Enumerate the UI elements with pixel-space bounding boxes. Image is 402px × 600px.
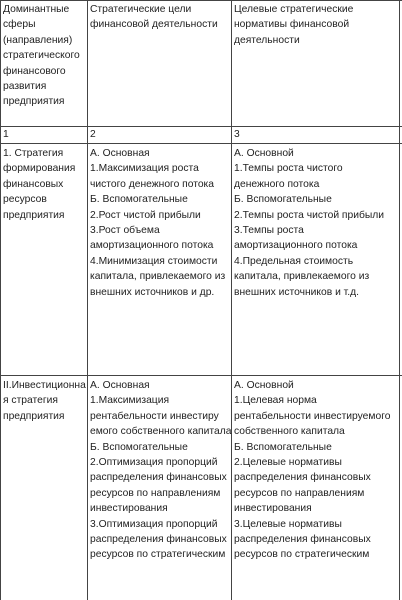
row1-col2 — [90, 146, 225, 300]
cell-text-line: финансового — [3, 65, 66, 77]
cell-text-line: инвестирования — [234, 503, 312, 515]
cell-text-line: внешних источников и т.д. — [234, 286, 359, 298]
cell-text-line: ресурсов по стратегическим — [90, 549, 226, 561]
header-divider — [0, 126, 402, 127]
header-col3 — [234, 2, 353, 48]
header-col2 — [90, 2, 218, 33]
cell-text-line: предприятия — [3, 209, 65, 221]
cell-text-line: А. Основной — [234, 380, 294, 391]
cell-text-line: рентабельности инвестируемого — [234, 410, 391, 422]
cell-text-line: 2.Оптимизация пропорций — [90, 457, 218, 469]
row-divider — [0, 375, 402, 376]
cell-text-line: финансовой деятельности — [90, 19, 218, 31]
cell-text-line: распределения финансовых — [90, 534, 227, 546]
table-border-left — [0, 0, 1, 600]
cell-text-line: 1.Темпы роста чистого — [234, 163, 343, 175]
row2-col2 — [90, 378, 231, 563]
cell-text-line: чистого денежного потока — [90, 178, 215, 190]
cell-text-line: ресурсов — [3, 194, 47, 206]
cell-text-line: 2.Рост чистой прибыли — [90, 209, 201, 221]
cell-text-line: 3.Рост объема — [90, 225, 160, 237]
header-col1 — [3, 2, 80, 110]
cell-text-line: Стратегические цели — [90, 4, 192, 15]
number-row-divider — [0, 143, 402, 144]
cell-text-line: 3.Оптимизация пропорций — [90, 518, 218, 530]
cell-text-line: предприятия — [3, 96, 65, 108]
cell-text-line: II.Инвестиционна — [3, 380, 86, 391]
cell-text-line: А. Основной — [234, 148, 294, 159]
cell-text-line: собственного капитала — [234, 426, 345, 438]
cell-text-line: амортизационного потока — [234, 240, 358, 252]
row1-col1 — [3, 146, 75, 223]
cell-text-line: формирования — [3, 163, 76, 175]
table-border-top — [0, 0, 402, 1]
cell-text-line: 1.Целевая норма — [234, 395, 317, 407]
cell-text-line: 1.Максимизация — [90, 395, 170, 407]
cell-text-line: распределения финансовых — [234, 472, 371, 484]
cell-text-line: ресурсов по стратегическим — [234, 549, 370, 561]
cell-text-line: Б. Вспомогательные — [234, 441, 332, 453]
cell-text-line: стратегического — [3, 50, 80, 62]
cell-text-line: распределения финансовых — [90, 472, 227, 484]
cell-text-line: распределения финансовых — [234, 534, 371, 546]
cell-text-line: внешних источников и др. — [90, 286, 215, 298]
cell-text-line: 1.Максимизация роста — [90, 163, 199, 175]
cell-text-line: Доминантные — [3, 4, 70, 15]
cell-text-line: сферы — [3, 19, 36, 31]
cell-text-line: амортизационного потока — [90, 240, 214, 252]
cell-text-line: Целевые стратегические — [234, 4, 354, 15]
cell-text-line: (направления) — [3, 34, 73, 46]
cell-text-line: ресурсов по направлениям — [90, 487, 221, 499]
cell-text-line: 2.Темпы роста чистой прибыли — [234, 209, 385, 221]
row2-col3 — [234, 378, 390, 563]
column-number-2: 2 — [90, 129, 96, 140]
cell-text-line: рентабельности инвестиру — [90, 410, 219, 422]
cell-text-line: емого собственного капитала — [90, 426, 232, 438]
cell-text-line: ресурсов по направлениям — [234, 487, 365, 499]
cell-text-line: А. Основная — [90, 148, 150, 159]
cell-text-line: 4.Минимизация стоимости — [90, 255, 218, 267]
cell-text-line: инвестирования — [90, 503, 168, 515]
table-border-right — [399, 0, 400, 600]
cell-text-line: денежного потока — [234, 178, 320, 190]
cell-text-line: 2.Целевые нормативы — [234, 457, 342, 469]
cell-text-line: предприятия — [3, 410, 65, 422]
cell-text-line: 3.Темпы роста — [234, 225, 304, 237]
cell-text-line: финансовых — [3, 178, 64, 190]
column-number-1: 1 — [3, 129, 9, 140]
cell-text-line: капитала, привлекаемого из — [90, 271, 226, 283]
row2-col1 — [3, 378, 86, 424]
cell-text-line: деятельности — [234, 34, 300, 46]
cell-text-line: развития — [3, 81, 47, 93]
cell-text-line: 4.Предельная стоимость — [234, 255, 354, 267]
cell-text-line: нормативы финансовой — [234, 19, 350, 31]
row1-col3 — [234, 146, 384, 300]
cell-text-line: Б. Вспомогательные — [90, 441, 188, 453]
cell-text-line: 3.Целевые нормативы — [234, 518, 342, 530]
cell-text-line: я стратегия — [3, 395, 58, 407]
cell-text-line: А. Основная — [90, 380, 150, 391]
cell-text-line: Б. Вспомогательные — [234, 194, 332, 206]
cell-text-line: 1. Стратегия — [3, 148, 64, 159]
column-number-3: 3 — [234, 129, 240, 140]
column-divider-1 — [87, 0, 88, 600]
cell-text-line: капитала, привлекаемого из — [234, 271, 370, 283]
cell-text-line: Б. Вспомогательные — [90, 194, 188, 206]
